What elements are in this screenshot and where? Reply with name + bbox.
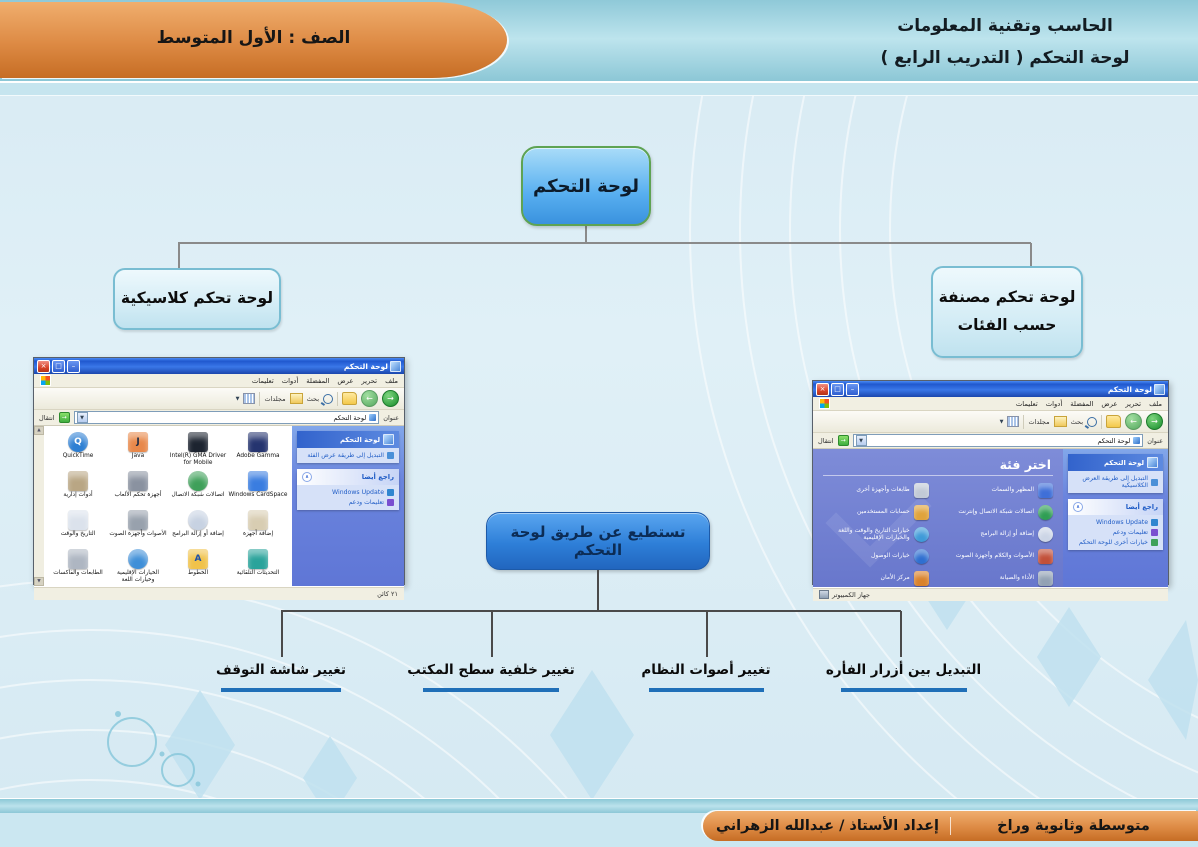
cp-item-java[interactable]: J Java	[108, 432, 168, 469]
node-classic-view: لوحة تحكم كلاسيكية	[113, 268, 281, 330]
see-also-pane	[297, 469, 399, 510]
users-icon	[914, 505, 929, 520]
restore-button[interactable]: □	[831, 383, 844, 396]
connector-task1-drop	[281, 611, 283, 657]
minimize-button[interactable]: –	[67, 360, 80, 373]
forward-button[interactable]: ←	[1125, 413, 1142, 430]
connector-task2-drop	[491, 611, 493, 657]
globe-clock-icon	[914, 527, 929, 542]
task-underline	[423, 688, 559, 692]
toolbar-separator	[337, 392, 338, 406]
toolbar-separator	[259, 392, 260, 406]
globe-icon	[1038, 505, 1053, 520]
control-panel-pane	[1068, 454, 1163, 493]
folders-icon[interactable]	[1054, 416, 1067, 427]
control-panel-icon	[383, 434, 394, 445]
address-bar	[34, 410, 404, 426]
windows-flag-icon	[819, 398, 830, 409]
category-user-accounts[interactable]: حسابات المستخدمين	[823, 504, 929, 521]
help-support-link[interactable]: تعليمات ودعم	[1073, 529, 1158, 536]
cp-item-automatic-updates[interactable]: التحديثات التلقائية	[228, 549, 288, 586]
task-change-sounds: تغيير أصوات النظام	[631, 662, 781, 692]
address-label: عنوان	[383, 413, 399, 422]
status-bar	[34, 586, 404, 600]
control-panel-pane	[297, 431, 399, 463]
title-bar[interactable]	[34, 358, 404, 374]
window-title: لوحة التحكم	[343, 361, 388, 371]
window-body	[34, 426, 404, 586]
category-accessibility[interactable]: خيارات الوصول	[823, 548, 929, 565]
connector-task4-drop	[900, 611, 902, 657]
window-body	[813, 449, 1168, 587]
cp-item-regional-options[interactable]: الخيارات الإقليمية وخيارات اللغة	[108, 549, 168, 586]
help-icon	[387, 499, 394, 506]
course-title	[840, 10, 1170, 75]
address-dropdown-button[interactable]: ▼	[77, 412, 88, 423]
switch-view-link[interactable]: التبديل إلى طريقة العرض الكلاسيكية	[1073, 475, 1158, 489]
switch-view-icon	[387, 452, 394, 459]
task-pane	[1063, 449, 1168, 587]
task-switch-mouse-buttons: التبديل بين أزرار الفأره	[816, 662, 991, 692]
connector-top-horizontal	[178, 242, 1031, 244]
java-icon: J	[128, 432, 148, 452]
folders-label[interactable]: مجلدات	[264, 394, 286, 403]
go-icon[interactable]: →	[59, 412, 70, 423]
task-underline	[221, 688, 341, 692]
add-remove-programs-icon	[188, 510, 208, 530]
class-label: الصف : الأول المتوسط	[156, 28, 351, 48]
pane-header[interactable]: راجع أيضا ∧	[1068, 499, 1163, 515]
menu-tools[interactable]: أدوات	[281, 376, 299, 385]
views-dropdown-arrow[interactable]: ▼	[999, 418, 1004, 425]
category-sounds-speech-audio[interactable]: الأصوات والكلام وأجهزة الصوت	[935, 548, 1053, 565]
windows-update-icon	[387, 489, 394, 496]
up-folder-button[interactable]	[1106, 415, 1121, 428]
pane-header: لوحة التحكم	[297, 431, 399, 448]
menu-favorites[interactable]: المفضلة	[1070, 399, 1094, 408]
footer-divider	[950, 817, 951, 835]
switch-view-icon	[1151, 479, 1158, 486]
folders-label[interactable]: مجلدات	[1028, 417, 1050, 426]
category-date-time-language[interactable]: خيارات التاريخ والوقت واللغة والخيارات الإقليمية	[823, 526, 929, 543]
address-combobox[interactable]	[74, 411, 380, 424]
pane-body	[297, 485, 399, 510]
accessibility-icon	[914, 549, 929, 564]
connector-right-drop	[1030, 243, 1032, 266]
menu-bar	[813, 397, 1168, 411]
status-text: جهاز الكمبيوتر	[832, 590, 871, 599]
gamepad-icon	[128, 471, 148, 491]
pane-header: لوحة التحكم	[1068, 454, 1163, 471]
intel-gma-icon	[188, 432, 208, 452]
cp-item-intel-gma[interactable]: Intel(R) GMA Driver for Mobile	[168, 432, 228, 469]
chevron-up-icon[interactable]: ∧	[302, 472, 312, 482]
search-icon[interactable]	[323, 394, 333, 404]
back-button[interactable]: →	[382, 390, 399, 407]
windows-update-link[interactable]: Windows Update	[302, 489, 394, 496]
node-you-can: تستطيع عن طريق لوحة التحكم	[486, 512, 710, 570]
node-control-panel: لوحة التحكم	[521, 146, 651, 226]
help-support-link[interactable]: تعليمات ودعم	[302, 499, 394, 506]
category-area	[813, 449, 1063, 587]
adobe-gamma-icon	[248, 432, 268, 452]
category-appearance-themes[interactable]: المظهر والسمات	[935, 482, 1053, 499]
updates-icon	[248, 549, 268, 569]
control-panel-icon	[1154, 384, 1165, 395]
address-value: لوحة التحكم	[333, 413, 367, 422]
menu-help[interactable]: تعليمات	[251, 376, 274, 385]
category-security-center[interactable]: مركز الأمان	[823, 570, 929, 587]
window-title: لوحة التحكم	[1107, 384, 1152, 394]
menu-view[interactable]: عرض	[1101, 399, 1118, 408]
calendar-icon	[68, 510, 88, 530]
heading-divider	[823, 475, 1053, 476]
status-text: ٢١ كائن	[377, 589, 398, 598]
connector-left-drop	[178, 243, 180, 268]
views-icon[interactable]	[1007, 416, 1019, 427]
views-icon[interactable]	[243, 393, 255, 404]
performance-icon	[1038, 571, 1053, 586]
pane-header[interactable]: راجع أيضا ∧	[297, 469, 399, 485]
address-icon	[369, 414, 376, 421]
icon-grid	[44, 426, 292, 586]
cp-item-adobe-gamma[interactable]: Adobe Gamma	[228, 432, 288, 469]
other-options-icon	[1151, 539, 1158, 546]
address-dropdown-button[interactable]: ▼	[856, 435, 867, 446]
cardspace-icon	[248, 471, 268, 491]
cp-item-printers-faxes[interactable]: الطابعات والفاكسات	[48, 549, 108, 586]
address-combobox[interactable]	[853, 434, 1144, 447]
address-label: عنوان	[1147, 436, 1163, 445]
course-title-line1: الحاسب وتقنية المعلومات	[897, 16, 1113, 36]
menu-file[interactable]: ملف	[1149, 399, 1162, 408]
cp-item-quicktime[interactable]: Q QuickTime	[48, 432, 108, 469]
cp-item-network-connections[interactable]: اتصالات شبكة الاتصال	[168, 471, 228, 508]
node-category-line1: لوحة تحكم مصنفة	[938, 288, 1076, 307]
help-icon	[1151, 529, 1158, 536]
go-label[interactable]: انتقال	[39, 413, 55, 422]
folders-icon[interactable]	[290, 393, 303, 404]
task-underline	[649, 688, 764, 692]
toolbar-separator	[1101, 415, 1102, 429]
connector-mid-stem	[597, 570, 599, 610]
category-control-panel-window	[812, 380, 1169, 599]
switch-view-link[interactable]: التبديل إلى طريقة عرض الفئة	[302, 452, 394, 459]
task-underline	[841, 688, 967, 692]
cp-item-add-hardware[interactable]: إضافة أجهزة	[228, 510, 288, 547]
task-change-screensaver: تغيير شاشة التوقف	[201, 662, 361, 692]
go-icon[interactable]: →	[838, 435, 849, 446]
toolbar	[813, 411, 1168, 433]
see-also-pane	[1068, 499, 1163, 550]
pane-body	[1068, 515, 1163, 550]
task-pane	[292, 426, 404, 586]
scroll-up-arrow[interactable]: ▲	[34, 426, 44, 435]
menu-edit[interactable]: تحرير	[361, 376, 378, 385]
cd-icon	[1038, 527, 1053, 542]
windows-update-link[interactable]: Windows Update	[1073, 519, 1158, 526]
toolbar	[34, 388, 404, 410]
menu-help[interactable]: تعليمات	[1015, 399, 1038, 408]
search-label[interactable]: بحث	[1070, 417, 1083, 426]
cp-item-game-controllers[interactable]: أجهزة تحكم الألعاب	[108, 471, 168, 508]
pane-body	[1068, 471, 1163, 493]
views-dropdown-arrow[interactable]: ▼	[235, 395, 240, 402]
up-folder-button[interactable]	[342, 392, 357, 405]
fonts-folder-icon: A	[188, 549, 208, 569]
pick-category-heading: اختر فئة	[999, 457, 1051, 472]
icon-area	[34, 426, 292, 586]
school-name-label: متوسطة وثانوية وراخ	[997, 818, 1150, 834]
cp-item-sounds[interactable]: الأصوات وأجهزة الصوت	[108, 510, 168, 547]
pane-body	[297, 448, 399, 463]
course-title-line2: ( التدريب الرابع ) لوحة التحكم	[880, 48, 1130, 69]
header-strip	[0, 83, 1198, 96]
cp-item-fonts[interactable]: A الخطوط	[168, 549, 228, 586]
category-performance-maintenance[interactable]: الأداء والصيانة	[935, 570, 1053, 587]
quicktime-icon: Q	[68, 432, 88, 452]
menu-favorites[interactable]: المفضلة	[306, 376, 330, 385]
address-value: لوحة التحكم	[1097, 436, 1131, 445]
connector-bottom-horizontal	[281, 610, 901, 612]
menu-file[interactable]: ملف	[385, 376, 398, 385]
back-button[interactable]: →	[1146, 413, 1163, 430]
windows-flag-icon	[40, 375, 51, 386]
go-label[interactable]: انتقال	[818, 436, 834, 445]
forward-button[interactable]: ←	[361, 390, 378, 407]
address-bar	[813, 433, 1168, 449]
toolbar-separator	[1023, 415, 1024, 429]
globe-clock-icon	[128, 549, 148, 569]
speaker-icon	[128, 510, 148, 530]
menu-tools[interactable]: أدوات	[1045, 399, 1063, 408]
cp-item-cardspace[interactable]: Windows CardSpace	[228, 471, 288, 508]
add-hardware-icon	[248, 510, 268, 530]
control-panel-icon	[1147, 457, 1158, 468]
connector-task3-drop	[706, 611, 708, 657]
cp-item-date-time[interactable]: التاريخ والوقت	[48, 510, 108, 547]
menu-edit[interactable]: تحرير	[1125, 399, 1142, 408]
restore-button[interactable]: □	[52, 360, 65, 373]
close-button[interactable]: ×	[37, 360, 50, 373]
title-bar[interactable]	[813, 381, 1168, 397]
category-network-internet[interactable]: اتصالات شبكة الاتصال وإنترنت	[935, 504, 1053, 521]
status-bar	[813, 587, 1168, 601]
search-icon[interactable]	[1087, 417, 1097, 427]
cp-item-add-remove-programs[interactable]: إضافة أو إزالة البرامج	[168, 510, 228, 547]
other-options-link[interactable]: خيارات أخرى للوحة التحكم	[1073, 539, 1158, 546]
address-icon	[1133, 437, 1140, 444]
category-printers-hardware[interactable]: طابعات وأجهزة أخرى	[823, 482, 929, 499]
my-computer-icon	[819, 590, 829, 599]
control-panel-icon	[390, 361, 401, 372]
network-icon	[188, 471, 208, 491]
class-banner	[0, 2, 507, 78]
cp-item-admin-tools[interactable]: أدوات إدارية	[48, 471, 108, 508]
chevron-up-icon[interactable]: ∧	[1073, 502, 1083, 512]
speaker-icon	[1038, 549, 1053, 564]
menu-view[interactable]: عرض	[337, 376, 354, 385]
printer-icon	[914, 483, 929, 498]
vertical-scrollbar[interactable]	[34, 426, 44, 586]
footer-banner	[703, 811, 1198, 841]
scroll-down-arrow[interactable]: ▼	[34, 577, 44, 586]
node-category-line2: حسب الفئات	[957, 316, 1057, 334]
appearance-icon	[1038, 483, 1053, 498]
prepared-by-label: إعداد الأستاذ / عبدالله الزهراني	[716, 818, 939, 834]
shield-icon	[914, 571, 929, 586]
minimize-button[interactable]: –	[846, 383, 859, 396]
category-grid	[823, 482, 1053, 587]
classic-control-panel-window	[33, 357, 405, 598]
node-category-view	[931, 266, 1083, 358]
printer-icon	[68, 549, 88, 569]
windows-update-icon	[1151, 519, 1158, 526]
search-label[interactable]: بحث	[306, 394, 319, 403]
connector-root-stem	[585, 226, 587, 243]
category-add-remove-programs[interactable]: إضافة أو إزالة البرامج	[935, 526, 1053, 543]
menu-bar	[34, 374, 404, 388]
task-change-wallpaper: تغيير خلفية سطح المكتب	[406, 662, 576, 692]
admin-tools-icon	[68, 471, 88, 491]
close-button[interactable]: ×	[816, 383, 829, 396]
